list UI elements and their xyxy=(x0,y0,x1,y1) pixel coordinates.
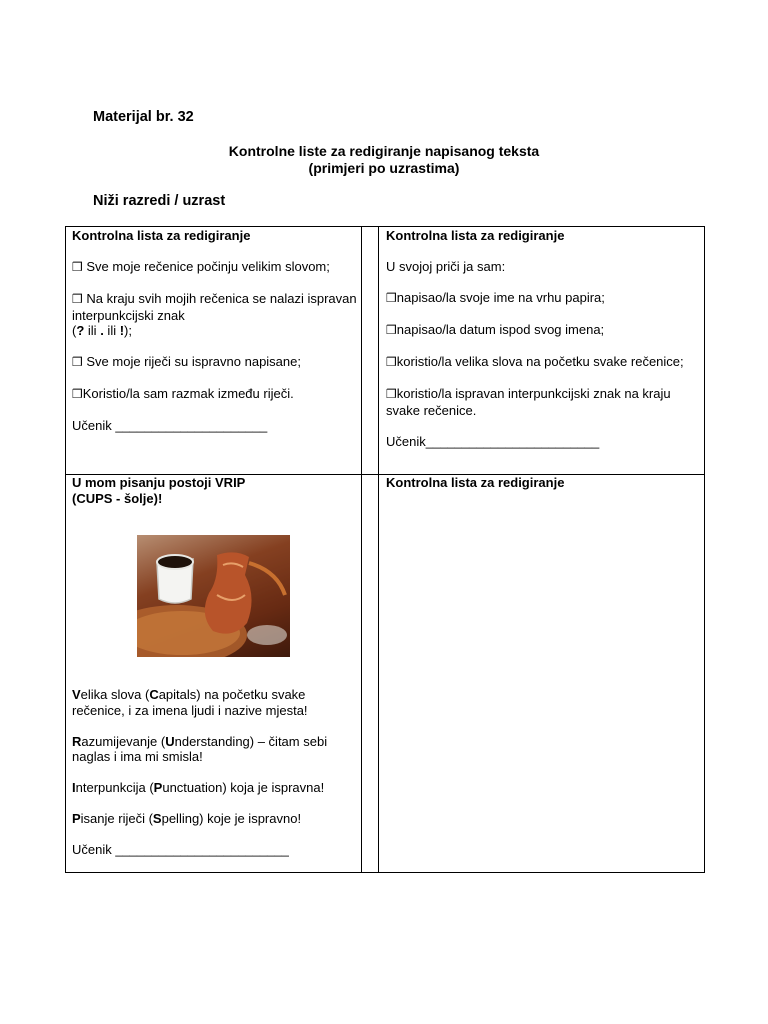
checklist-item: ❒napisao/la datum ispod svog imena; xyxy=(386,322,605,337)
cups-item-i: Interpunkcija (Punctuation) koja je ispravna! xyxy=(72,780,325,795)
table-border-right xyxy=(704,226,705,873)
checklist-item: ❒ Sve moje rečenice počinju velikim slovom; xyxy=(72,259,330,274)
checklist-cell-top-right xyxy=(386,228,700,465)
checkbox-icon: ❒ xyxy=(72,355,83,369)
checkbox-icon: ❒ xyxy=(72,292,83,306)
checkbox-icon: ❒ xyxy=(386,387,397,401)
checklist-cell-top-left xyxy=(72,228,361,449)
checkbox-icon: ❒ xyxy=(386,291,397,305)
table-border-left xyxy=(65,226,66,873)
checklist-item: ❒koristio/la ispravan interpunkcijski znak na kraju svake rečenice. xyxy=(386,386,675,418)
table-border-top xyxy=(65,226,705,227)
cups-explanations xyxy=(72,687,357,873)
cups-item-p: Pisanje riječi (Spelling) koje je ispravno! xyxy=(72,811,302,826)
checkbox-icon: ❒ xyxy=(386,355,397,369)
cups-item-v: Velika slova (Capitals) na početku svake rečenice, i za imena ljudi i nazive mjesta! xyxy=(72,687,310,718)
checklist-item: ❒Koristio/la sam razmak između riječi. xyxy=(72,386,294,401)
checkbox-icon: ❒ xyxy=(72,387,83,401)
cups-heading: U mom pisanju postoji VRIP xyxy=(72,475,246,490)
checklist-intro: U svojoj priči ja sam: xyxy=(386,259,506,274)
coffee-set-illustration xyxy=(137,535,290,657)
grade-level-heading: Niži razredi / uzrast xyxy=(93,193,226,209)
checklist-item: ❒napisao/la svoje ime na vrhu papira; xyxy=(386,290,605,305)
student-signature-line: Učenik ________________________ xyxy=(72,842,289,857)
document-subtitle-2: (primjeri po uzrastima) xyxy=(308,160,460,176)
document-title: Materijal br. 32 xyxy=(93,109,194,125)
document-subtitle: Kontrolne liste za redigiranje napisanog teksta xyxy=(228,143,540,159)
checkbox-icon: ❒ xyxy=(72,260,83,274)
cups-cell-bottom-left xyxy=(72,475,357,506)
checklist-item: ❒koristio/la velika slova na početku svake rečenice; xyxy=(386,354,684,369)
student-signature-line: Učenik________________________ xyxy=(386,433,600,449)
checkbox-icon: ❒ xyxy=(386,323,397,337)
cell-heading: Kontrolna lista za redigiranje xyxy=(72,228,251,243)
checklist-cell-bottom-right xyxy=(386,475,700,491)
student-signature-line: Učenik _____________________ xyxy=(72,418,268,433)
table-column-divider xyxy=(361,226,362,873)
table-column-divider xyxy=(378,226,379,873)
cups-heading-2: (CUPS - šolje)! xyxy=(72,490,163,506)
cell-heading: Kontrolna lista za redigiranje xyxy=(386,475,565,490)
coffee-cup-photo xyxy=(137,535,290,657)
checklist-item: ❒ Sve moje riječi su ispravno napisane; xyxy=(72,354,301,369)
checklist-item: ❒ Na kraju svih mojih rečenica se nalazi ispravan interpunkcijski znak (? ili . ili !); xyxy=(72,291,361,338)
cell-heading: Kontrolna lista za redigiranje xyxy=(386,228,565,243)
punctuation-examples: (? ili . ili !); xyxy=(72,323,132,338)
cups-item-r: Razumijevanje (Understanding) – čitam sebi naglas i ima mi smisla! xyxy=(72,733,331,764)
